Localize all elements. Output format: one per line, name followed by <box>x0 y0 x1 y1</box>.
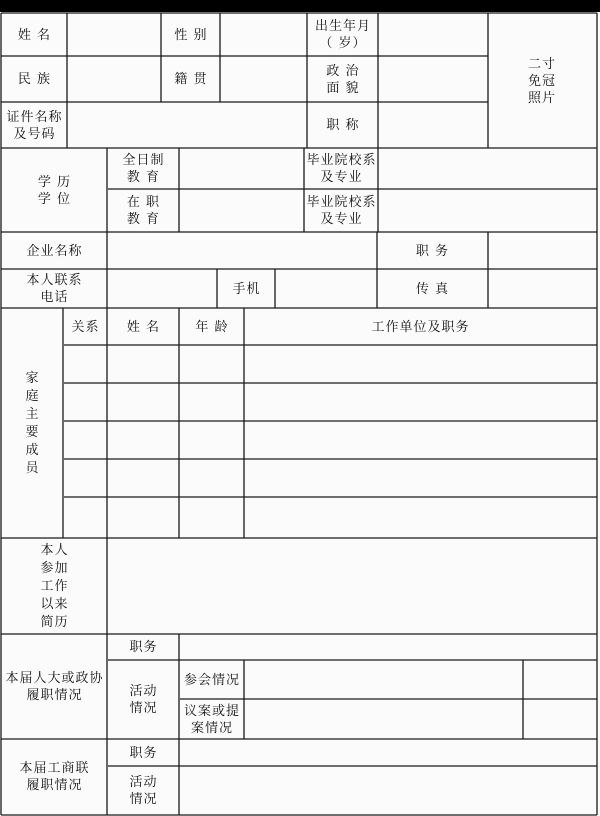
phone-label: 本人联系 电话 <box>26 273 83 305</box>
npc-proposals-field[interactable] <box>245 700 596 739</box>
native-place-label: 籍 贯 <box>174 72 208 87</box>
acfic-position-field[interactable] <box>180 740 596 766</box>
acfic-activity-field[interactable] <box>180 767 596 814</box>
company-name-field[interactable] <box>108 233 377 269</box>
photo-placeholder: 二寸 免冠 照片 <box>527 56 556 106</box>
fax-field[interactable] <box>488 270 596 308</box>
mobile-label: 手机 <box>232 281 261 297</box>
gender-label: 性 别 <box>174 27 208 43</box>
npc-activity-label: 活动 情况 <box>129 684 158 716</box>
ethnicity-field[interactable] <box>68 57 161 102</box>
fulltime-school-field[interactable] <box>379 149 596 189</box>
id-document-label: 证件名称 及号码 <box>6 109 63 142</box>
work-history-field[interactable] <box>108 539 596 634</box>
npc-meetings-label: 参会情况 <box>183 672 240 688</box>
npc-position-field[interactable] <box>180 635 596 660</box>
acfic-position-label: 职务 <box>129 745 158 761</box>
political-status-label: 政 治 面 貌 <box>326 63 360 96</box>
parttime-education-field[interactable] <box>180 190 304 232</box>
company-name-label: 企业名称 <box>26 243 83 259</box>
npc-position-label: 职务 <box>129 640 158 655</box>
work-history-label: 本人 参加 工作 以来 简历 <box>40 542 69 630</box>
family-members-rows[interactable] <box>64 346 596 538</box>
name-label: 姓 名 <box>17 27 52 43</box>
family-name-header: 姓 名 <box>126 319 161 335</box>
fulltime-education-field[interactable] <box>180 149 304 189</box>
id-document-field[interactable] <box>68 103 307 148</box>
parttime-school-field[interactable] <box>379 190 596 232</box>
mobile-field[interactable] <box>276 270 377 308</box>
ethnicity-label: 民 族 <box>17 72 52 87</box>
family-work-header: 工作单位及职务 <box>371 319 470 335</box>
position-label: 职 务 <box>415 243 450 259</box>
fulltime-school-label: 毕业院校系 及专业 <box>306 153 377 185</box>
professional-title-label: 职 称 <box>326 118 360 133</box>
family-age-header: 年 龄 <box>195 319 229 335</box>
parttime-school-label: 毕业院校系 及专业 <box>306 195 377 227</box>
birth-date-label: 出生年月 （ 岁） <box>314 19 371 51</box>
phone-field[interactable] <box>108 270 217 308</box>
npc-cppcc-label: 本届人大或政协 履职情况 <box>5 671 104 703</box>
professional-title-field[interactable] <box>379 103 487 148</box>
name-field[interactable] <box>68 14 161 56</box>
education-label: 学 历 学 位 <box>37 174 72 207</box>
political-status-field[interactable] <box>379 57 487 102</box>
native-place-field[interactable] <box>221 57 307 102</box>
acfic-label: 本届工商联 履职情况 <box>19 761 90 793</box>
gender-field[interactable] <box>221 14 307 56</box>
family-members-label: 家 庭 主 要 成 员 <box>25 370 40 476</box>
fulltime-education-label: 全日制 教 育 <box>122 153 165 185</box>
position-field[interactable] <box>488 233 596 269</box>
fax-label: 传 真 <box>415 281 450 297</box>
birth-date-field[interactable] <box>379 14 487 56</box>
parttime-education-label: 在 职 教 育 <box>126 195 161 227</box>
npc-proposals-label: 议案或提 案情况 <box>183 703 240 736</box>
npc-meetings-field[interactable] <box>245 661 596 699</box>
family-relation-header: 关系 <box>71 319 100 335</box>
registration-form <box>0 12 600 816</box>
acfic-activity-label: 活动 情况 <box>129 774 158 807</box>
